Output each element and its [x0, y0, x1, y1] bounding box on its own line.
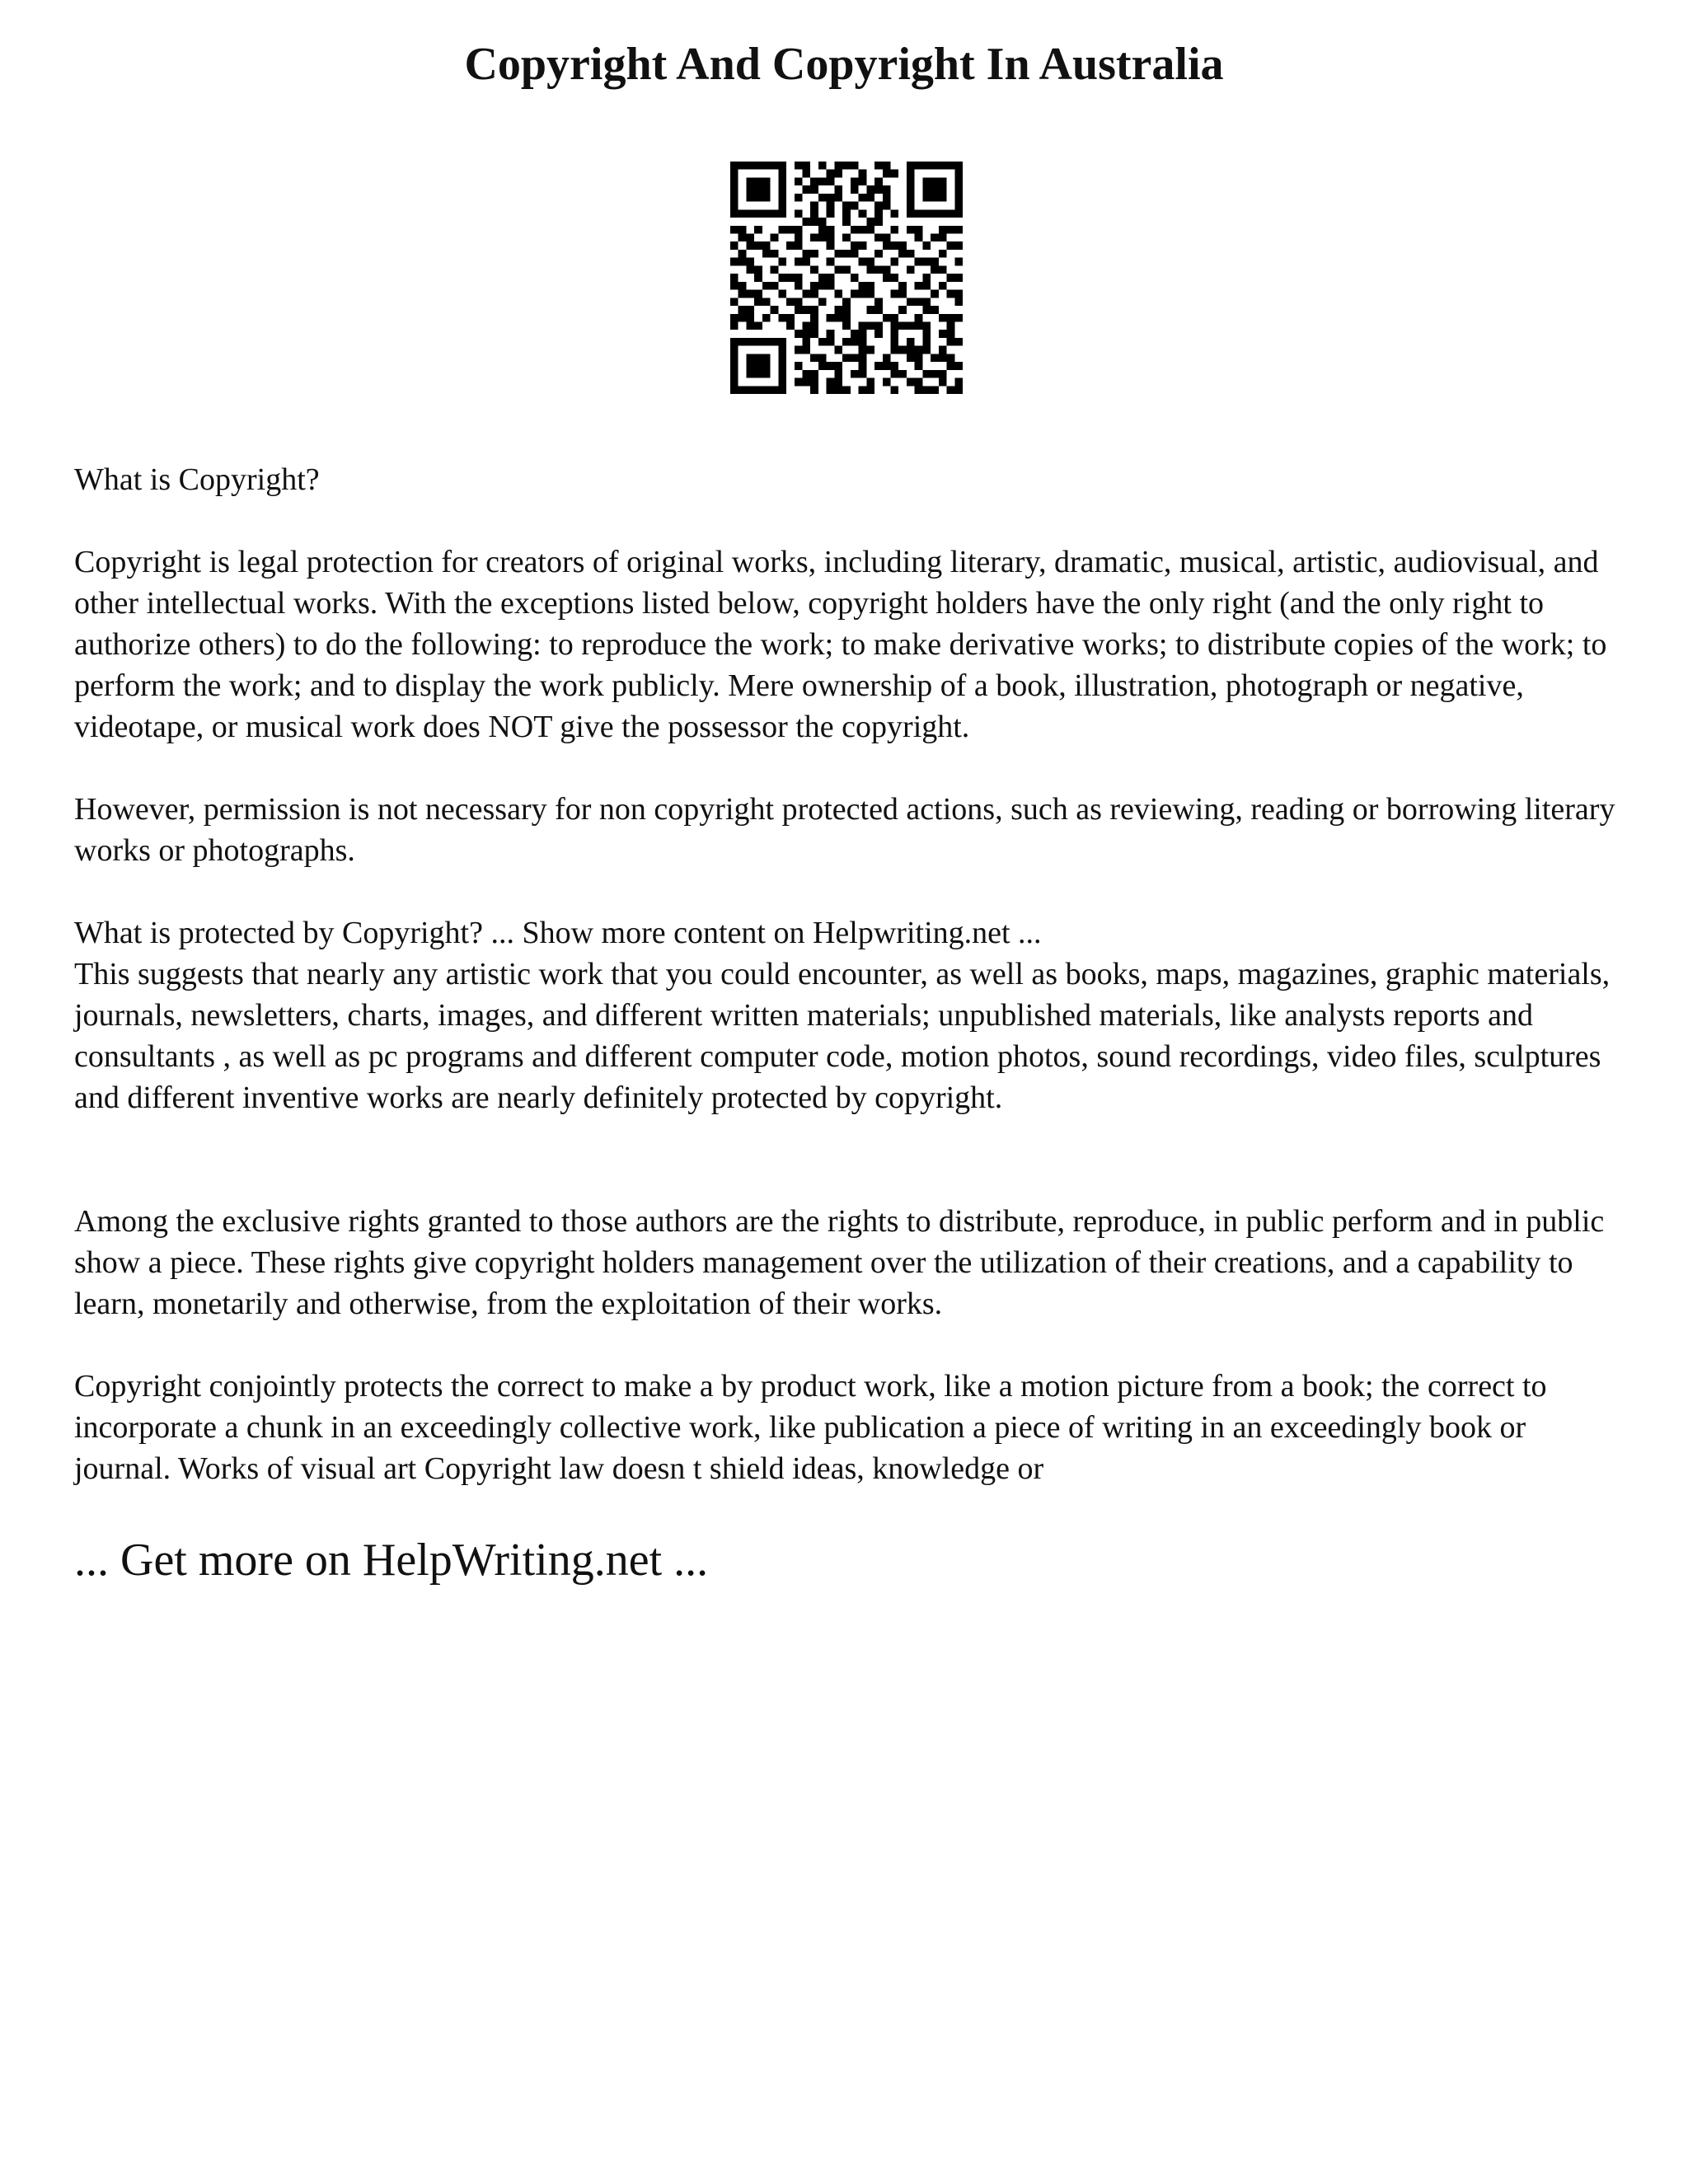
paragraph-exclusive-rights: Among the exclusive rights granted to those authors are the rights to distribute, reproduce, in public perform and in public show a piece. These rights give copyright holders management over the utilization of their creations, and a capability to learn, monetarily and otherwise, from the exploitation of their works. [74, 1204, 1605, 1321]
paragraph-protected-works: This suggests that nearly any artistic work that you could encounter, as well as books, maps, magazines, graphic materials, journals, newsletters, charts, images, and different written materials; unpublished materials, like analysts reports and consultants , as well as pc programs and different computer code, motion photos, sound recordings, video files, sculptures and different inventive works are nearly definitely protected by copyright. [74, 957, 1611, 1115]
section-heading-what-is-copyright: What is Copyright? [74, 462, 320, 497]
qr-code-icon [730, 162, 963, 394]
get-more-link[interactable]: ... Get more on HelpWriting.net ... [74, 1535, 709, 1586]
qr-code-graphic [730, 162, 963, 394]
paragraph-derivative-works: Copyright conjointly protects the correct to make a by product work, like a motion picture from a book; the correct to incorporate a chunk in an exceedingly collective work, like publication a piece of writing in an exceedingly book or journal. Works of visual art Copyright law doesn t shield ideas, knowledge or [74, 1369, 1547, 1486]
paragraph-permission: However, permission is not necessary for non copyright protected actions, such as reviewing, reading or borrowing literary works or photographs. [74, 792, 1615, 868]
section-heading-what-is-protected: What is protected by Copyright? ... Show more content on Helpwriting.net ... [74, 916, 1042, 950]
paragraph-definition: Copyright is legal protection for creators of original works, including literary, dramatic, musical, artistic, audiovisual, and other intellectual works. With the exceptions listed below, copyright holders have the only right (and the only right to authorize others) to do the following: to reproduce the work; to make derivative works; to distribute copies of the work; to perform the work; and to display the work publicly. Mere ownership of a book, illustration, photograph or negative, videotape, or musical work does NOT give the possessor the copyright. [74, 545, 1607, 744]
page-title: Copyright And Copyright In Australia [464, 39, 1224, 90]
